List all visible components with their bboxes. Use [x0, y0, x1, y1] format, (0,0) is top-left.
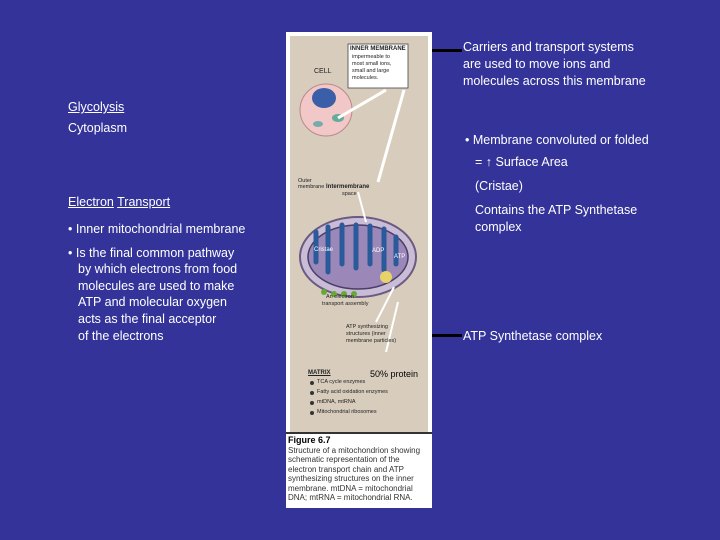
carriers-line-2: are used to move ions and [463, 57, 611, 71]
pathway-line-5: acts as the final acceptor [78, 312, 217, 326]
percent-protein-label: 50% protein [370, 369, 419, 379]
inner-membrane-line-1: impermeable to [352, 54, 390, 60]
matrix-bullet-4 [310, 411, 314, 415]
contains-line-1: Contains the ATP Synthetase [475, 203, 638, 217]
inner-membrane-line-4: molecules. [352, 75, 379, 81]
pathway-line-6: of the electrons [78, 329, 164, 343]
pathway-line-4: ATP and molecular oxygen [78, 295, 227, 309]
matrix-item-2: Fatty acid oxidation enzymes [317, 389, 388, 395]
electron-assembly-label-1: An electron [326, 294, 354, 300]
organelle-icon [313, 121, 323, 127]
cristae-text: (Cristae) [475, 179, 523, 193]
surface-area-text: = ↑ Surface Area [475, 155, 568, 169]
atp-label: ATP [394, 254, 406, 260]
contains-line-2: complex [475, 220, 522, 234]
atp-structures-line-2: structures (inner [346, 331, 386, 337]
matrix-item-4: Mitochondrial ribosomes [317, 409, 377, 415]
mitochondrion-figure [286, 32, 432, 508]
intermembrane-label: Intermembrane [326, 184, 370, 190]
nucleus-icon [312, 88, 336, 108]
inner-membrane-title: INNER MEMBRANE [350, 46, 406, 52]
atp-structures-line-3: membrane particles) [346, 338, 397, 344]
inner-membrane-line-3: small and large [352, 68, 390, 74]
caption-text: Structure of a mitochondrion showing schematic representation of the electron transport chain and ATP synthesizing structures on the inner membrane. mtDNA = mitochondrial DNA; mtRNA = mitochondrial RNA. [288, 445, 421, 502]
matrix-item-3: mtDNA, mtRNA [317, 399, 356, 405]
figure-caption [288, 436, 428, 503]
inner-membrane-line-2: most small ions, [352, 61, 392, 67]
pathway-line-1: • Is the final common pathway [68, 246, 235, 260]
caption-title: Figure 6.7 [288, 435, 331, 445]
matrix-bullet-1 [310, 381, 314, 385]
transport-word: Transport [117, 195, 171, 209]
cytoplasm-label: Cytoplasm [68, 121, 128, 135]
pathway-line-2: by which electrons from food [78, 262, 238, 276]
pathway-line-3: molecules are used to make [78, 279, 235, 293]
carriers-line-1: Carriers and transport systems [463, 40, 634, 54]
matrix-bullet-3 [310, 401, 314, 405]
atp-structures-line-1: ATP synthesizing [346, 324, 388, 330]
cristae-label: Cristae [314, 247, 334, 253]
carriers-line-3: molecules across this membrane [463, 74, 646, 88]
cell-label: CELL [314, 68, 332, 75]
atp-highlight [380, 271, 392, 283]
adp-label: ADP [372, 248, 385, 254]
matrix-bullet-2 [310, 391, 314, 395]
atp-complex-label: ATP Synthetase complex [463, 329, 603, 343]
caption-separator [286, 432, 432, 434]
outer-membrane-label-2: membrane [298, 184, 325, 190]
outer-membrane-label: Outer [298, 178, 312, 184]
electron-transport-heading [68, 194, 170, 211]
inner-membrane-bullet: • Inner mitochondrial membrane [68, 222, 246, 236]
convoluted-bullet: • Membrane convoluted or folded [465, 133, 649, 147]
glycolysis-heading: Glycolysis [68, 100, 125, 114]
space-label: space [342, 191, 357, 197]
electron-word: Electron [68, 195, 114, 209]
matrix-item-1: TCA cycle enzymes [317, 379, 366, 385]
matrix-label: MATRIX [308, 370, 331, 376]
electron-assembly-label-2: transport assembly [322, 301, 369, 307]
